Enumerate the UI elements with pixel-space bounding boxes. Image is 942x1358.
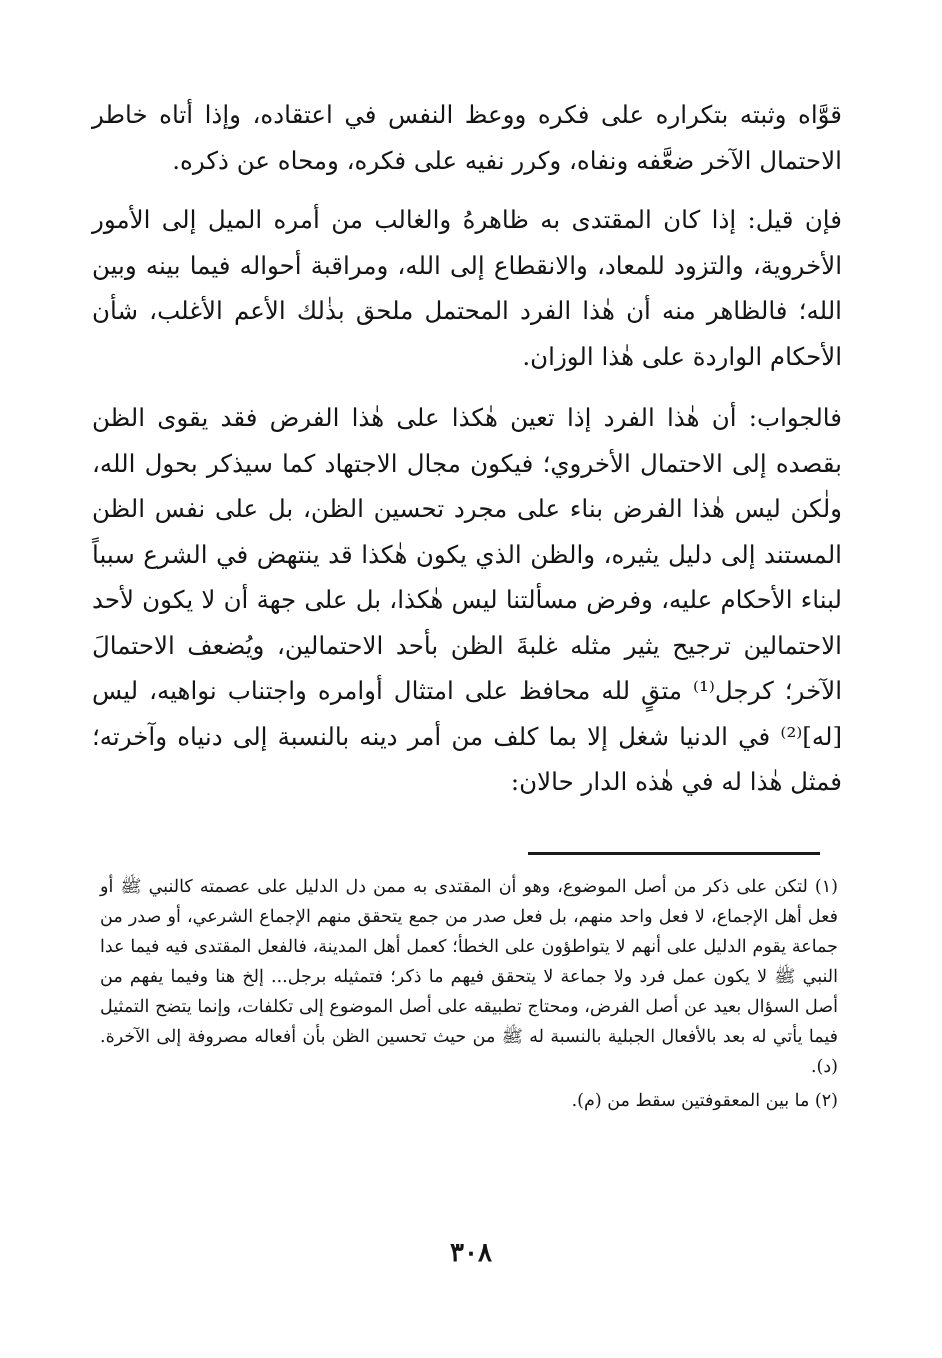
paragraph: قوَّاه وثبته بتكراره على فكره ووعظ النفس في اعتقاده، وإذا أتاه خاطر الاحتمال الآخر ضعَّفه ونفاه، وكرر نفيه على فكره، ومحاه عن ذكره. (92, 100, 842, 175)
footnote-separator (528, 852, 820, 855)
footnote: (٢) ما بين المعقوفتين سقط من (م). (571, 1091, 838, 1111)
paragraph: فإن قيل: إذا كان المقتدى به ظاهرهُ والغالب من أمره الميل إلى الأمور الأخروية، والتزود للمعاد، والانقطاع إلى الله، ومراقبة أحواله فيما بينه وبين الله؛ فالظاهر منه أن هٰذا الفرد المحتمل ملحق بذٰلك الأعم الأغلب، شأن الأحكام الواردة على هٰذا الوزان. (92, 205, 842, 371)
paragraph: فالجواب: أن هٰذا الفرد إذا تعين هٰكذا على هٰذا الفرض فقد يقوى الظن بقصده إلى الاحتمال الأخروي؛ فيكون مجال الاجتهاد كما سيذكر بحول الله، ولٰكن ليس هٰذا الفرض بناء على مجرد تحسين الظن، بل على نفس الظن المستند إلى دليل يثيره، والظن الذي يكون هٰكذا قد ينتهض في الشرع سبباً لبناء الأحكام عليه، وفرض مسألتنا ليس هٰكذا، بل على جهة أن لا يكون لأحد الاحتمالين ترجيح يثير مثله غلبةَ الظن بأحد الاحتمالين، ويُضعف الاحتمالَ الآخر؛ كرجل⁽¹⁾ متقٍ لله محافظ على امتثال أوامره واجتناب نواهيه، ليس [له]⁽²⁾ في الدنيا شغل إلا بما كلف من أمر دينه بالنسبة إلى دنياه وآخرته؛ فمثل هٰذا له في هٰذه الدار حالان: (92, 403, 842, 796)
footnote: (١) لتكن على ذكر من أصل الموضوع، وهو أن المقتدى به ممن دل الدليل على عصمته كالنبي ﷺ أو فعل أهل الإجماع، لا فعل واحد منهم، بل فعل صدر من جمع يتحقق منهم الإجماع الشرعي، أو صدر من جماعة يقوم الدليل على أنهم لا يتواطؤون على الخطأ؛ كعمل أهل المدينة، فالفعل المقتدى فيه فيما عدا النبي ﷺ لا يكون عمل فرد ولا جماعة لا يتحقق فيهم ما ذكر؛ فتمثيله برجل... إلخ هنا وفيما يفهم من أصل السؤال بعيد عن أصل الفرض، ومحتاج تطبيقه على أصل الموضوع إلى تكلفات، وإنما يتضح التمثيل فيما يأتي له بعد بالأفعال الجبلية بالنسبة له ﷺ من حيث تحسين الظن بأن أفعاله مصروفة إلى الآخرة. (د). (100, 877, 838, 1077)
page-number: ٣٠٨ (450, 1238, 492, 1268)
page-body (92, 92, 842, 821)
main-text (92, 92, 842, 805)
footnotes (100, 872, 838, 1120)
